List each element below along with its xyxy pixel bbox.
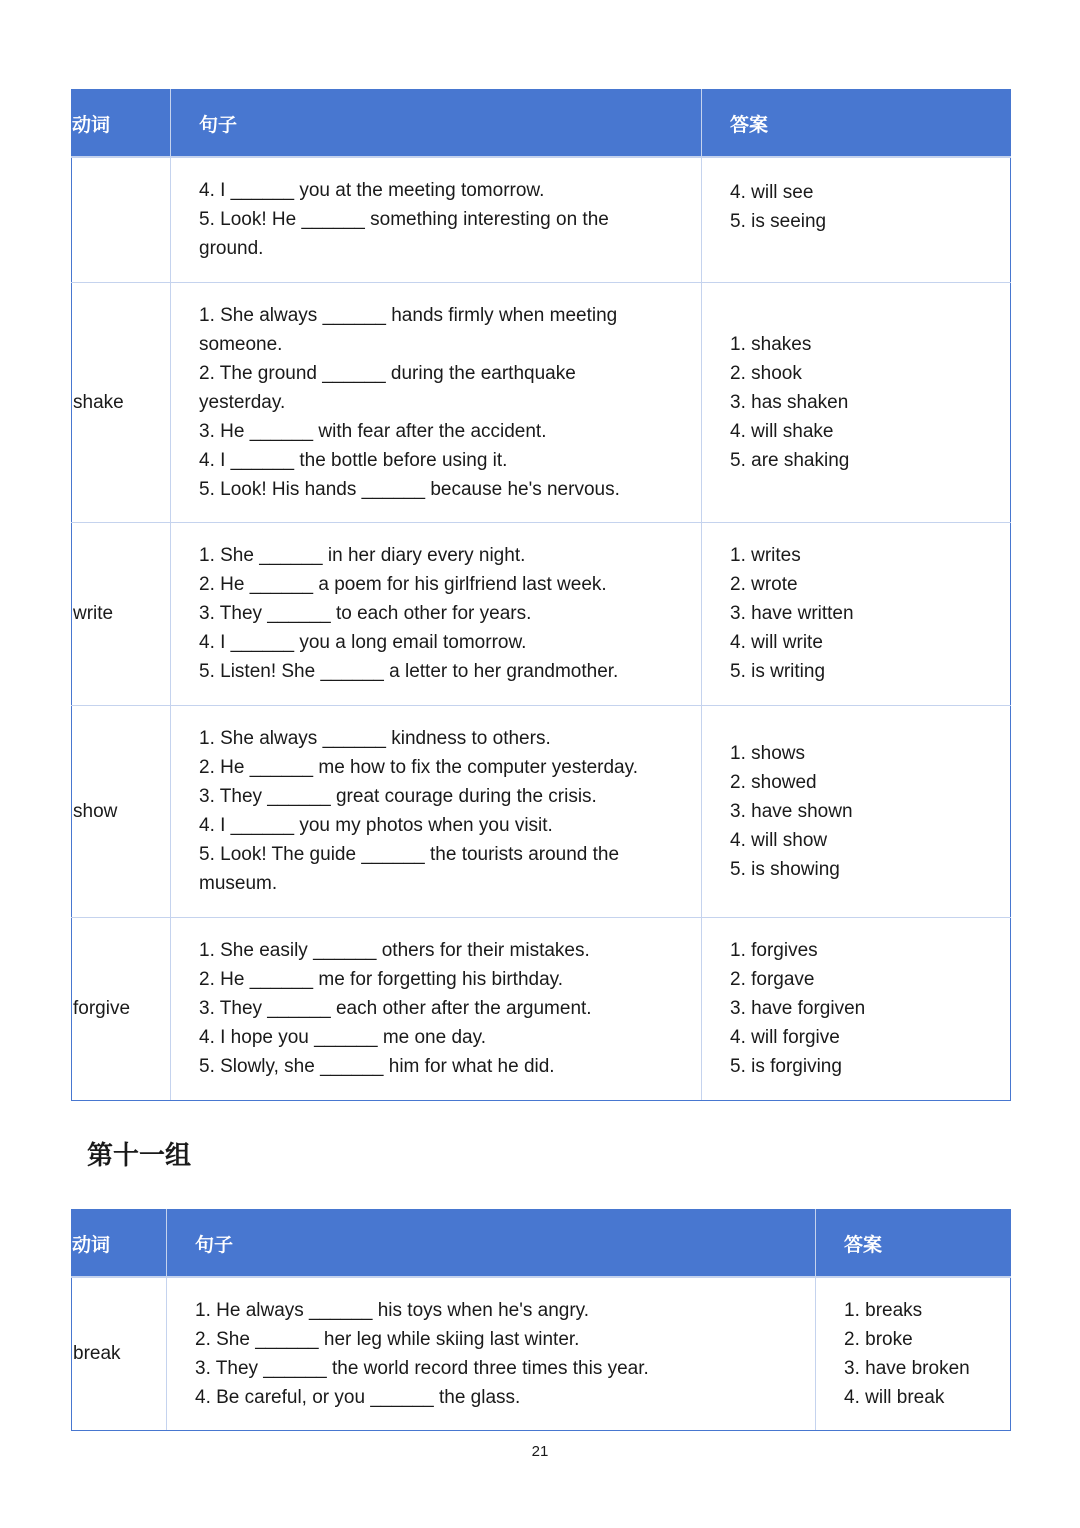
sentence-line: 2. He ______ a poem for his girlfriend last week. (199, 574, 607, 595)
sentence-cell (171, 917, 702, 1100)
answer-line: 4. will write (730, 632, 823, 653)
sentence-line: 4. I ______ you my photos when you visit. (199, 815, 553, 836)
verb-cell (72, 157, 171, 282)
sentence-line: 1. She always ______ kindness to others. (199, 728, 551, 749)
sentence-line: 4. I ______ you at the meeting tomorrow. (199, 180, 545, 202)
answer-line: 1. shows (730, 742, 805, 764)
answer-line: 1. shakes (730, 333, 812, 355)
answer-line: 3. have written (730, 603, 854, 624)
answer-line: 5. is seeing (730, 211, 827, 232)
sentence-line: 3. They ______ to each other for years. (199, 603, 532, 624)
table-header-row (72, 90, 1011, 158)
sentence-cell (171, 522, 702, 705)
verb-cell: forgive (72, 917, 171, 1100)
answer-cell (702, 157, 1011, 282)
answer-line: 3. have forgiven (730, 998, 866, 1019)
sentence-line: 5. Look! He ______ something interesting on the (199, 209, 609, 231)
answer-line: 2. broke (844, 1328, 913, 1350)
table-row (72, 282, 1011, 522)
sentence-line: 3. They ______ the world record three times this year. (195, 1357, 649, 1379)
answer-line: 1. forgives (730, 940, 818, 961)
sentence-line: 4. I ______ you a long email tomorrow. (199, 632, 527, 653)
verb-cell: show (72, 705, 171, 917)
answer-line: 3. have broken (844, 1357, 970, 1379)
sentence-line: 4. I ______ the bottle before using it. (199, 449, 508, 471)
sentence-line: 1. He always ______ his toys when he's angry. (195, 1299, 590, 1321)
sentence-line: 5. Look! The guide ______ the tourists around the (199, 844, 620, 865)
sentence-line: someone. (199, 333, 283, 355)
answer-cell (816, 1277, 1011, 1430)
table-header-row (72, 1210, 1011, 1278)
sentence-line: yesterday. (199, 391, 286, 413)
sentence-line: 3. They ______ each other after the argument. (199, 998, 592, 1019)
answer-cell (702, 705, 1011, 917)
sentence-cell (171, 157, 702, 282)
verb-table-2 (71, 1209, 1011, 1431)
answer-line: 2. shook (730, 362, 802, 384)
sentence-line: 2. She ______ her leg while skiing last winter. (195, 1328, 580, 1350)
header-verb: 动词 (72, 90, 171, 158)
verb-cell: break (72, 1277, 167, 1430)
answer-line: 4. will see (730, 182, 814, 203)
sentence-line: 2. He ______ me for forgetting his birthday. (199, 969, 564, 990)
table-row (72, 157, 1011, 282)
sentence-line: 5. Look! His hands ______ because he's nervous. (199, 478, 620, 500)
sentence-cell (167, 1277, 816, 1430)
answer-line: 4. will show (730, 829, 828, 851)
sentence-line: 4. I hope you ______ me one day. (199, 1027, 486, 1048)
table-row (72, 522, 1011, 705)
sentence-line: 3. He ______ with fear after the accident. (199, 420, 547, 442)
answer-line: 2. forgave (730, 969, 815, 990)
answer-line: 3. have shown (730, 800, 853, 822)
sentence-line: museum. (199, 873, 278, 894)
answer-line: 4. will shake (730, 420, 834, 442)
sentence-line: 2. He ______ me how to fix the computer yesterday. (199, 757, 638, 778)
sentence-line: 1. She easily ______ others for their mistakes. (199, 940, 590, 961)
answer-line: 5. is writing (730, 661, 826, 682)
sentence-line: 5. Slowly, she ______ him for what he did. (199, 1056, 555, 1077)
verb-table-1 (71, 89, 1011, 1101)
sentence-line: 5. Listen! She ______ a letter to her grandmother. (199, 661, 619, 682)
verb-cell: write (72, 522, 171, 705)
header-sentence: 句子 (171, 90, 702, 158)
sentence-line: 4. Be careful, or you ______ the glass. (195, 1386, 521, 1408)
answer-cell (702, 282, 1011, 522)
table-row (72, 917, 1011, 1100)
answer-line: 2. wrote (730, 574, 798, 595)
answer-line: 3. has shaken (730, 391, 849, 413)
answer-line: 5. is showing (730, 858, 840, 880)
header-answer: 答案 (702, 90, 1011, 158)
answer-line: 4. will break (844, 1386, 945, 1408)
section-heading: 第十一组 (87, 1140, 192, 1170)
sentence-line: 1. She always ______ hands firmly when meeting (199, 304, 618, 326)
sentence-line: ground. (199, 238, 264, 260)
table-row (72, 1277, 1011, 1430)
answer-line: 1. breaks (844, 1299, 923, 1321)
answer-line: 4. will forgive (730, 1027, 840, 1048)
page-number: 21 (531, 1443, 549, 1460)
answer-line: 1. writes (730, 545, 801, 566)
sentence-line: 2. The ground ______ during the earthquake (199, 362, 576, 384)
verb-cell: shake (72, 282, 171, 522)
header-verb: 动词 (72, 1210, 167, 1278)
sentence-cell (171, 282, 702, 522)
answer-line: 5. are shaking (730, 449, 850, 471)
sentence-cell (171, 705, 702, 917)
sentence-line: 1. She ______ in her diary every night. (199, 545, 526, 566)
answer-cell (702, 917, 1011, 1100)
sentence-line: 3. They ______ great courage during the crisis. (199, 786, 597, 807)
answer-line: 2. showed (730, 771, 817, 793)
header-sentence: 句子 (167, 1210, 816, 1278)
answer-cell (702, 522, 1011, 705)
header-answer: 答案 (816, 1210, 1011, 1278)
answer-line: 5. is forgiving (730, 1056, 842, 1077)
table-row (72, 705, 1011, 917)
